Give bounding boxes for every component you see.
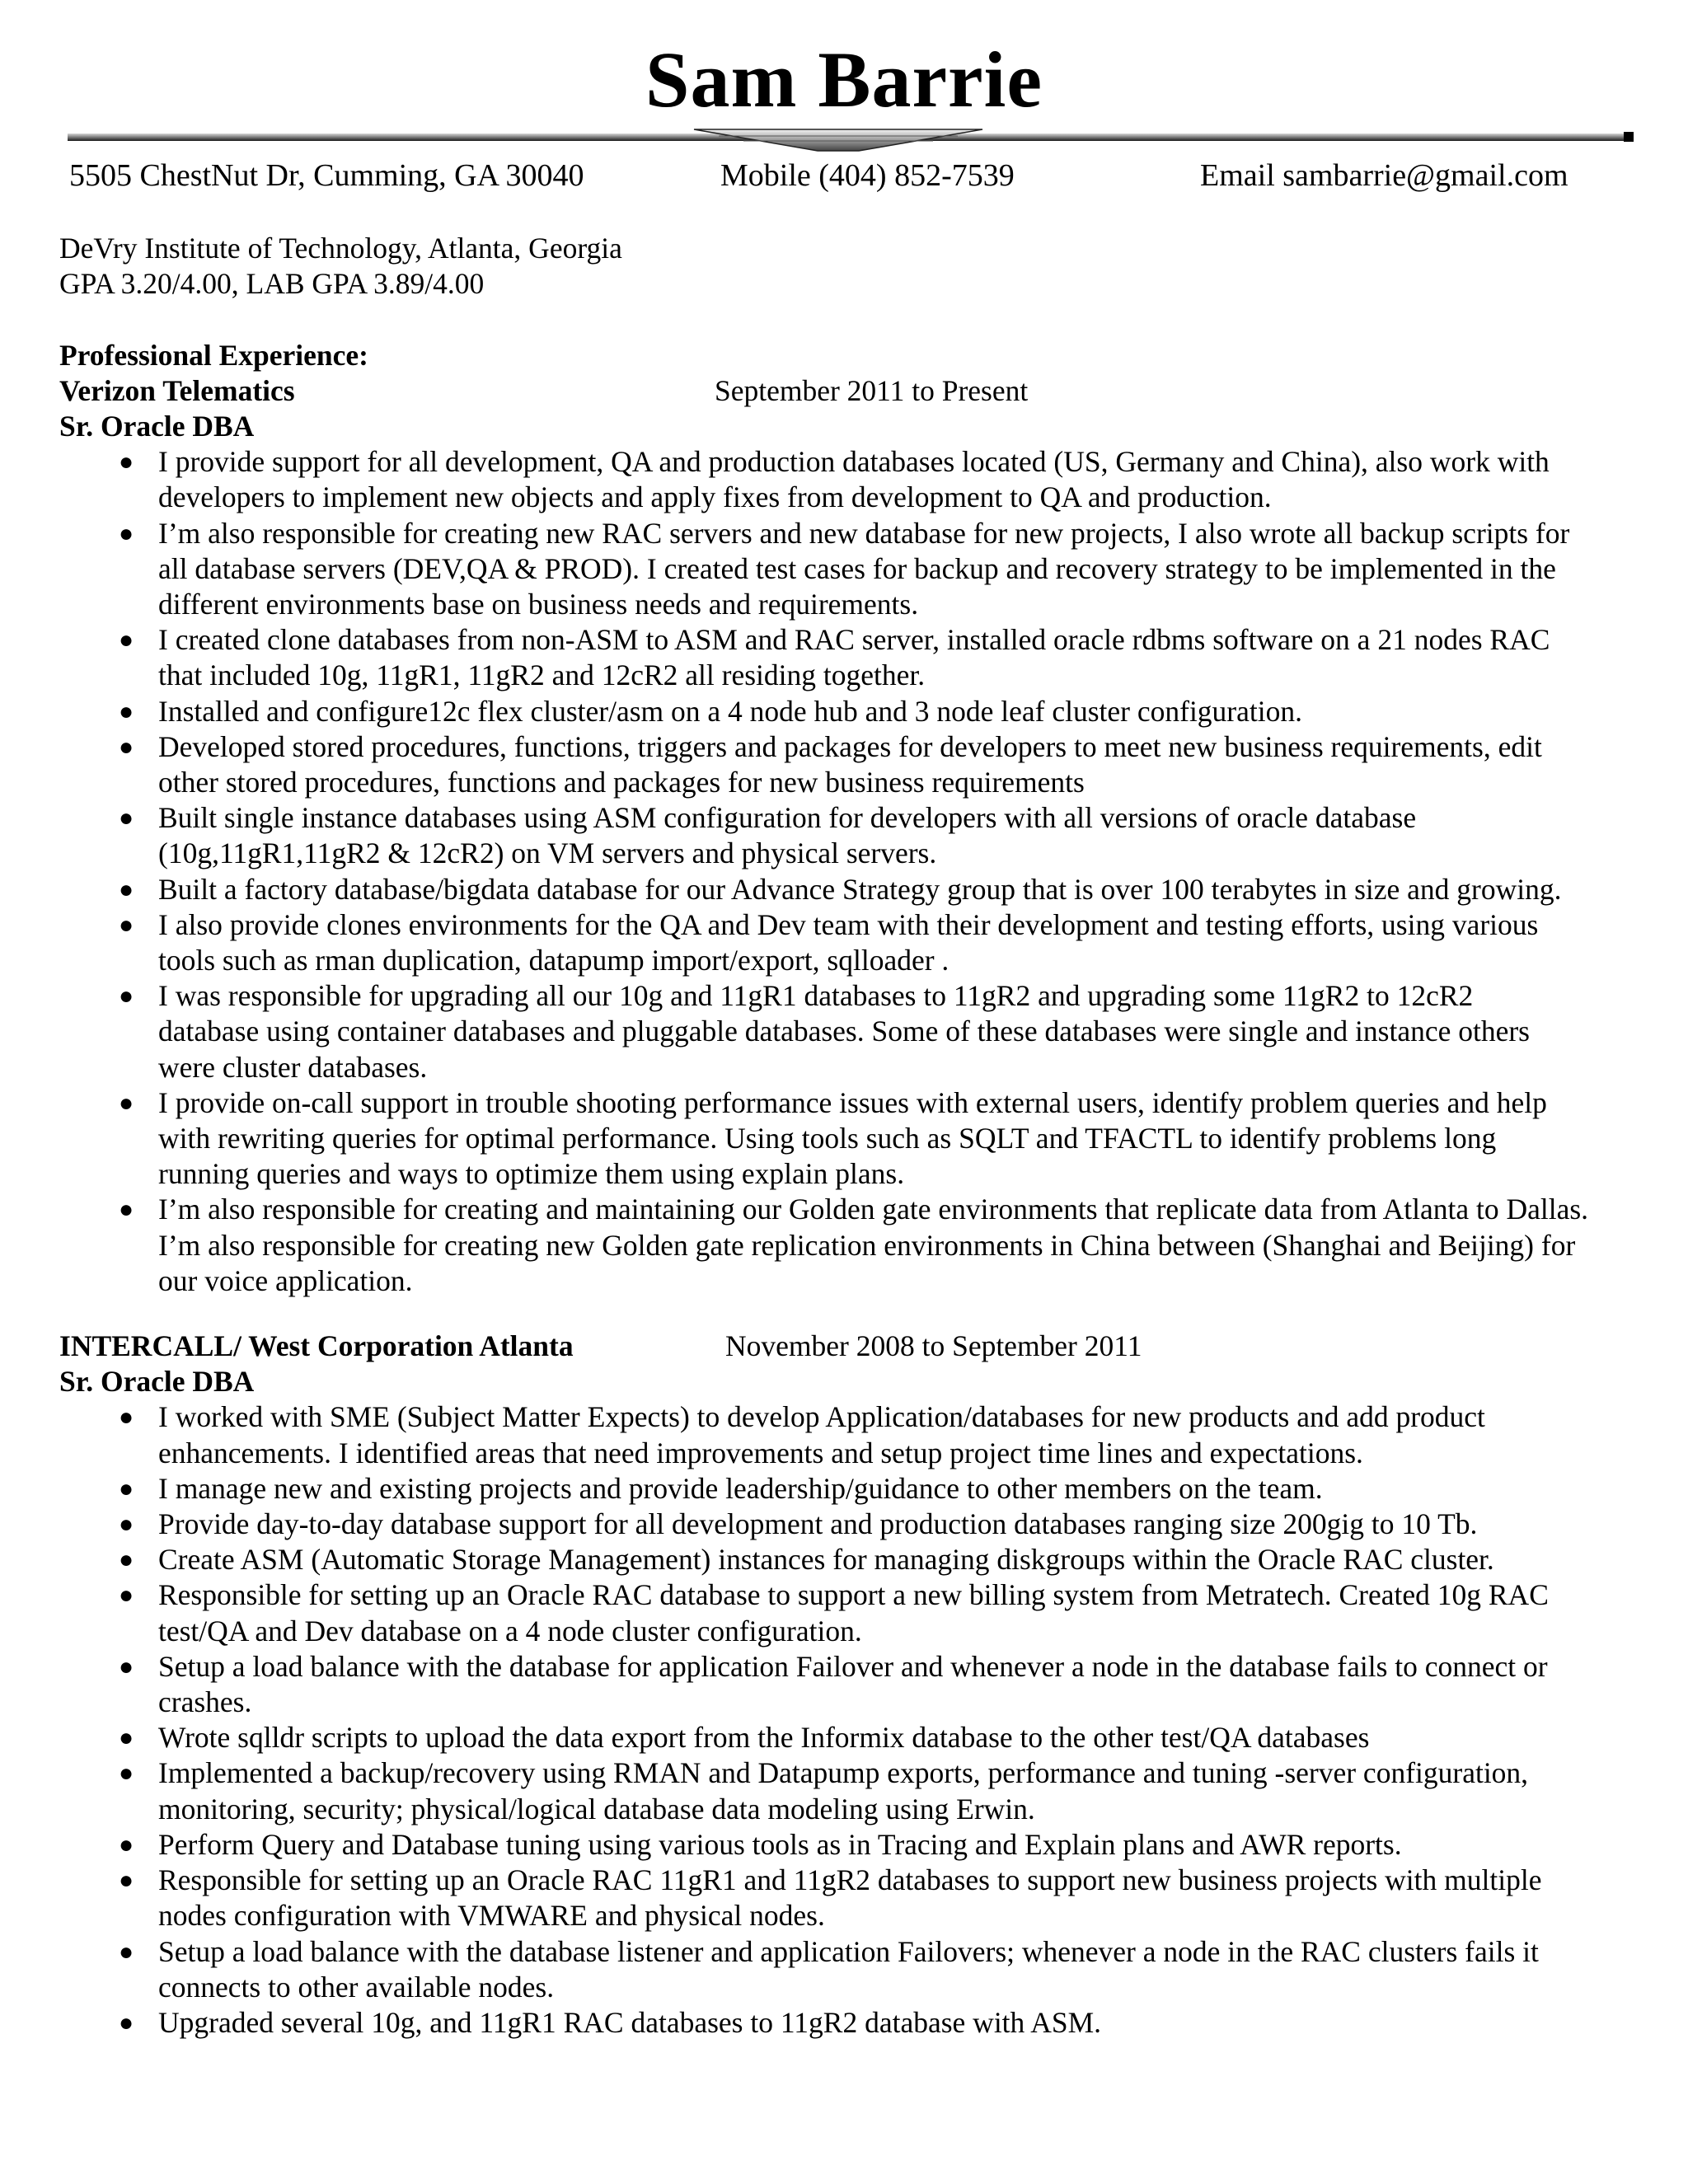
bullet-icon: ● <box>119 1546 134 1574</box>
bullet-icon: ● <box>119 804 134 832</box>
bullet-line: (10g,11gR1,11gR2 & 12cR2) on VM servers and physical servers. <box>158 837 937 870</box>
job-company: Verizon Telematics <box>59 373 295 407</box>
bullet-line: Developed stored procedures, functions, triggers and packages for developers to meet new business requirements, edit <box>158 729 1542 763</box>
bullet-line: Installed and configure12c flex cluster/asm on a 4 node hub and 3 node leaf cluster configuration. <box>158 694 1302 728</box>
bullet-line: I’m also responsible for creating and maintaining our Golden gate environments that replicate data from Atlanta to Dallas. <box>158 1193 1589 1226</box>
bullet-line: were cluster databases. <box>158 1050 428 1084</box>
bullet-item <box>59 1507 1688 1542</box>
bullet-line: monitoring, security; physical/logical database data modeling using Erwin. <box>158 1792 1035 1825</box>
bullet-line: Built a factory database/bigdata database for our Advance Strategy group that is over 100 terabytes in size and growing. <box>158 872 1562 906</box>
bullet-line: I’m also responsible for creating new Golden gate replication environments in China between (Shanghai and Beijing) for <box>158 1228 1576 1262</box>
bullet-line: connects to other available nodes. <box>158 1970 555 2004</box>
bullet-line: I also provide clones environments for the QA and Dev team with their development and testing efforts, using various <box>158 907 1539 941</box>
bullet-item <box>59 1542 1688 1577</box>
header-divider <box>68 128 1634 152</box>
bullet-item <box>59 1192 1688 1299</box>
bullet-item <box>59 1934 1688 2005</box>
bullet-item <box>59 1085 1688 1193</box>
bullet-line: Implemented a backup/recovery using RMAN and Datapump exports, performance and tuning -server configuration, <box>158 1756 1529 1790</box>
bullet-icon: ● <box>119 1724 134 1752</box>
bullet-line: all database servers (DEV,QA & PROD). I created test cases for backup and recovery strategy to be implemented in the <box>158 551 1556 585</box>
bullet-icon: ● <box>119 1089 134 1117</box>
bullet-icon: ● <box>119 1938 134 1966</box>
bullet-item <box>59 694 1688 729</box>
bullet-icon: ● <box>119 1511 134 1539</box>
bullet-line: Responsible for setting up an Oracle RAC database to support a new billing system from Metratech. Created 10g RAC <box>158 1578 1549 1612</box>
bullet-item <box>59 978 1688 1085</box>
bullet-icon: ● <box>119 448 134 476</box>
job-header <box>59 373 1625 409</box>
bullet-line: I was responsible for upgrading all our 10g and 11gR1 databases to 11gR2 and upgrading some 11gR2 to 12cR2 <box>158 979 1474 1013</box>
job-title: Sr. Oracle DBA <box>59 1365 255 1399</box>
bullet-icon: ● <box>119 519 134 547</box>
job-company: INTERCALL/ West Corporation Atlanta <box>59 1329 574 1363</box>
job-dates: September 2011 to Present <box>715 373 1029 407</box>
bullet-item <box>59 444 1688 515</box>
bullet-icon: ● <box>119 1196 134 1224</box>
bullet-item <box>59 1649 1688 1720</box>
contact-address: 5505 ChestNut Dr, Cumming, GA 30040 <box>69 158 584 193</box>
bullet-line: Wrote sqlldr scripts to upload the data export from the Informix database to the other test/QA databases <box>158 1721 1370 1755</box>
job-bullets <box>59 444 1625 1299</box>
bullet-item <box>59 872 1688 907</box>
bullet-line: Built single instance databases using ASM configuration for developers with all versions of oracle database <box>158 801 1417 835</box>
job-bullets <box>59 1399 1625 2041</box>
bullet-line: nodes configuration with VMWARE and physical nodes. <box>158 1899 825 1933</box>
bullet-line: I manage new and existing projects and provide leadership/guidance to other members on the team. <box>158 1471 1323 1505</box>
bullet-line: Setup a load balance with the database listener and application Failovers; whenever a node in the RAC clusters fails it <box>158 1934 1539 1968</box>
bullet-line: that included 10g, 11gR1, 11gR2 and 12cR2 all residing together. <box>158 658 926 692</box>
bullet-line: with rewriting queries for optimal performance. Using tools such as SQLT and TFACTL to identify problems long <box>158 1122 1497 1155</box>
job-header <box>59 1329 1625 1364</box>
bullet-line: test/QA and Dev database on a 4 node cluster configuration. <box>158 1614 862 1647</box>
contact-info <box>69 155 1619 196</box>
bullet-line: tools such as rman duplication, datapump import/export, sqlloader . <box>158 944 950 977</box>
bullet-icon: ● <box>119 1867 134 1895</box>
bullet-item <box>59 2005 1688 2041</box>
bullet-icon: ● <box>119 875 134 903</box>
bullet-line: Perform Query and Database tuning using various tools as in Tracing and Explain plans and AWR reports. <box>158 1827 1402 1861</box>
bullet-line: I worked with SME (Subject Matter Expects) to develop Application/databases for new products and add product <box>158 1400 1485 1434</box>
education-gpa: GPA 3.20/4.00, LAB GPA 3.89/4.00 <box>59 267 485 301</box>
bullet-line: crashes. <box>158 1685 252 1719</box>
bullet-icon: ● <box>119 1404 134 1432</box>
experience-heading: Professional Experience: <box>59 338 368 372</box>
bullet-item <box>59 1863 1688 1933</box>
bullet-item <box>59 1471 1688 1507</box>
bullet-item <box>59 516 1688 623</box>
resume-body <box>59 231 1625 2041</box>
bullet-line: I provide support for all development, QA and production databases located (US, Germany and China), also work with <box>158 445 1550 479</box>
bullet-line: database using container databases and pluggable databases. Some of these databases were single and instance others <box>158 1015 1530 1048</box>
bullet-icon: ● <box>119 697 134 725</box>
bullet-line: I provide on-call support in trouble shooting performance issues with external users, identify problem queries and help <box>158 1085 1547 1119</box>
bullet-item <box>59 907 1688 978</box>
bullet-line: developers to implement new objects and apply fixes from development to QA and production. <box>158 480 1272 514</box>
job-section <box>59 1329 1625 2041</box>
bullet-line: Setup a load balance with the database for application Failover and whenever a node in the database fails to connect or <box>158 1649 1548 1683</box>
bullet-line: I’m also responsible for creating new RAC servers and new database for new projects, I also wrote all backup scripts for <box>158 516 1570 550</box>
bullet-icon: ● <box>119 911 134 939</box>
bullet-line: enhancements. I identified areas that need improvements and setup project time lines and expectations. <box>158 1436 1363 1469</box>
bullet-line: other stored procedures, functions and packages for new business requirements <box>158 766 1085 799</box>
bullet-icon: ● <box>119 1830 134 1858</box>
bullet-icon: ● <box>119 1652 134 1680</box>
bullet-line: running queries and ways to optimize them using explain plans. <box>158 1157 905 1191</box>
candidate-name: Sam Barrie <box>645 35 1043 124</box>
bullet-item <box>59 800 1688 871</box>
bullet-icon: ● <box>119 2008 134 2036</box>
bullet-line: I created clone databases from non-ASM to ASM and RAC server, installed oracle rdbms software on a 21 nodes RAC <box>158 623 1550 657</box>
bullet-icon: ● <box>119 626 134 654</box>
bullet-item <box>59 1577 1688 1648</box>
bullet-item <box>59 622 1688 693</box>
bullet-icon: ● <box>119 1474 134 1502</box>
job-list <box>59 373 1625 2041</box>
education-school: DeVry Institute of Technology, Atlanta, Georgia <box>59 232 622 265</box>
job-section <box>59 373 1625 1299</box>
job-dates: November 2008 to September 2011 <box>725 1329 1142 1363</box>
bullet-item <box>59 1399 1688 1470</box>
bullet-item <box>59 1827 1688 1863</box>
job-title: Sr. Oracle DBA <box>59 409 255 443</box>
bullet-line: Responsible for setting up an Oracle RAC 11gR1 and 11gR2 databases to support new business projects with multiple <box>158 1863 1542 1897</box>
bullet-icon: ● <box>119 1760 134 1788</box>
contact-mobile: Mobile (404) 852-7539 <box>720 158 1015 193</box>
contact-email: Email sambarrie@gmail.com <box>1200 158 1568 193</box>
bullet-item <box>59 1755 1688 1826</box>
bullet-line: our voice application. <box>158 1263 413 1297</box>
bullet-icon: ● <box>119 733 134 761</box>
bullet-icon: ● <box>119 1582 134 1610</box>
bullet-line: Create ASM (Automatic Storage Management) instances for managing diskgroups within the Oracle RAC cluster. <box>158 1543 1494 1577</box>
bullet-line: Provide day-to-day database support for all development and production databases ranging size 200gig to 10 Tb. <box>158 1507 1478 1541</box>
bullet-line: Upgraded several 10g, and 11gR1 RAC databases to 11gR2 database with ASM. <box>158 2005 1102 2039</box>
bullet-icon: ● <box>119 982 134 1010</box>
bullet-item <box>59 729 1688 800</box>
bullet-line: different environments base on business needs and requirements. <box>158 588 919 621</box>
bullet-item <box>59 1720 1688 1755</box>
